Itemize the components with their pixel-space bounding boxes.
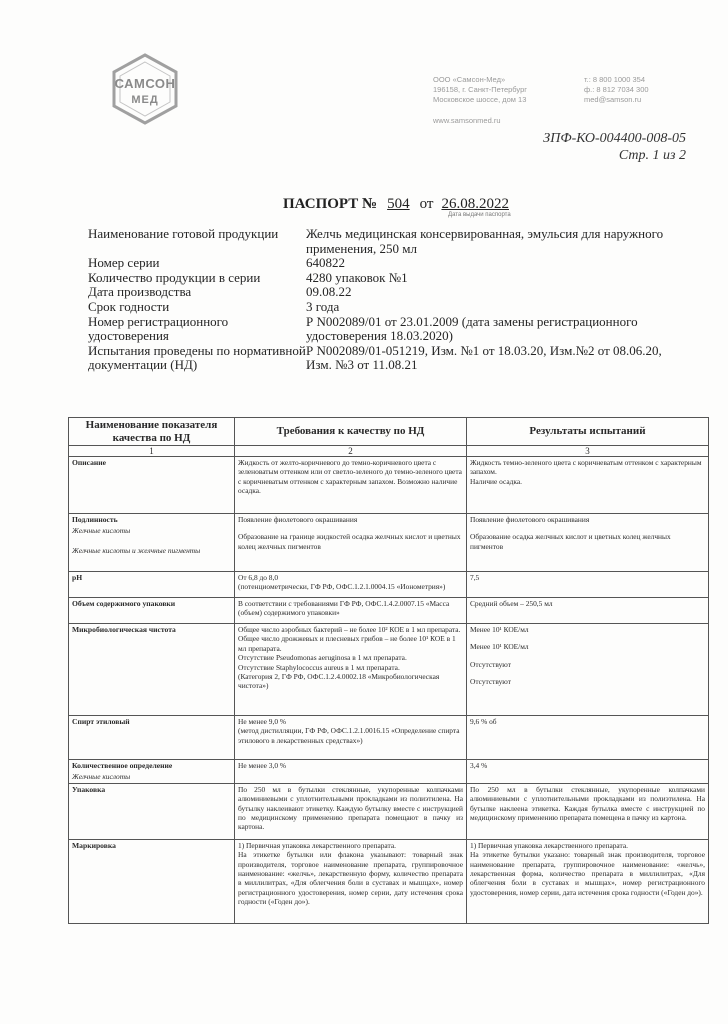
result-cell bbox=[467, 457, 709, 514]
results-table bbox=[68, 417, 709, 924]
info-label: Количество продукции в серии bbox=[88, 269, 261, 285]
requirement-cell bbox=[235, 457, 467, 514]
result-text: На этикетке бутылки указано: товарный знак производителя, торговое наименование препарата, группировочное наименование: «желчь», лекарственная форма, количество препарата в миллилитрах, «Для облегчения боли в суставах и мышцах», номер регистрационного удостоверения, номер серии, дата истечения срока годности («Годен до»). bbox=[470, 850, 705, 897]
info-value: Желчь медицинская консервированная, эмульсия для наружного применения, 250 мл bbox=[306, 226, 664, 256]
column-number: 1 bbox=[69, 446, 235, 457]
issue-date-caption: Дата выдачи паспорта bbox=[448, 212, 511, 218]
info-label: Номер регистрационного удостоверения bbox=[88, 313, 229, 344]
info-label: Срок годности bbox=[88, 298, 170, 314]
table-row bbox=[69, 457, 709, 514]
indicator-subname: Желчные кислоты bbox=[72, 526, 131, 536]
requirement-text: Отсутствие Pseudomonas aeruginosa в 1 мл препарата. bbox=[238, 653, 407, 663]
company-website: www.samsonmed.ru bbox=[433, 116, 501, 125]
requirement-text: От 6,8 до 8,0 bbox=[238, 573, 279, 582]
passport-ot: от bbox=[419, 196, 434, 212]
requirement-cell bbox=[235, 716, 467, 760]
info-label: Испытания проведены по нормативной документации (НД) bbox=[88, 342, 306, 373]
result-cell bbox=[467, 760, 709, 784]
result-cell bbox=[467, 624, 709, 716]
table-row bbox=[69, 572, 709, 598]
passport-date: 26.08.2022 bbox=[441, 196, 509, 212]
column-header: Требования к качеству по НД bbox=[235, 418, 467, 446]
contact-line: med@samson.ru bbox=[584, 95, 642, 104]
indicator-subname: Желчные кислоты и желчные пигменты bbox=[72, 545, 201, 555]
table-row bbox=[69, 783, 709, 839]
result-text: Отсутствуют bbox=[470, 677, 511, 687]
table-row bbox=[69, 716, 709, 760]
column-header: Наименование показателя качества по НД bbox=[69, 418, 235, 446]
contact-line: т.: 8 800 1000 354 bbox=[584, 75, 645, 84]
result-text: 1) Первичная упаковка лекарственного препарата. bbox=[470, 840, 628, 850]
column-number-row bbox=[69, 446, 709, 457]
result-text: 3,4 % bbox=[470, 761, 488, 770]
logo-text-samson: САМСОН bbox=[114, 76, 176, 91]
result-cell bbox=[467, 783, 709, 839]
requirement-text: Отсутствие Staphylococcus aureus в 1 мл препарата. bbox=[238, 662, 400, 672]
requirement-cell bbox=[235, 839, 467, 923]
page-number: Стр. 1 из 2 bbox=[618, 148, 686, 163]
table-header-row bbox=[69, 418, 709, 446]
requirement-cell bbox=[235, 760, 467, 784]
info-value: Р N002089/01 от 23.01.2009 (дата замены регистрационного удостоверения 18.03.2020) bbox=[306, 313, 638, 344]
requirement-text: (Категория 2, ГФ РФ, ОФС.1.2.4.0002.18 «Микробиологическая чистота») bbox=[238, 672, 440, 691]
indicator-cell bbox=[69, 783, 235, 839]
passport-label: ПАСПОРТ № bbox=[283, 196, 378, 212]
requirement-cell bbox=[235, 514, 467, 572]
result-text: Менее 10¹ КОЕ/мл bbox=[470, 642, 529, 652]
product-info bbox=[88, 227, 688, 373]
info-row bbox=[88, 300, 688, 315]
requirement-text: (метод дистилляции, ГФ РФ, ОФС.1.2.1.0016.15 «Определение спирта этилового в лекарственных средствах») bbox=[238, 726, 460, 745]
company-contacts bbox=[584, 75, 649, 105]
indicator-name: Описание bbox=[72, 458, 107, 467]
table-row bbox=[69, 624, 709, 716]
result-cell bbox=[467, 716, 709, 760]
info-value: 4280 упаковок №1 bbox=[306, 269, 408, 285]
indicator-cell bbox=[69, 598, 235, 624]
result-text: Наличие осадка. bbox=[470, 476, 523, 486]
requirement-cell bbox=[235, 598, 467, 624]
info-row bbox=[88, 256, 688, 271]
requirement-text: На этикетке бутылки или флакона указывают: товарный знак производителя, торговое наименование препарата, группировочное наименование: «желчь», лекарственную форму, количество препарата в миллилитрах, «Для облегчения боли в суставах и мышцах», номер регистрационного удостоверения, номер серии, дату истечения срока годности («Годен до»). bbox=[238, 850, 463, 907]
info-label: Дата производства bbox=[88, 284, 192, 300]
result-cell bbox=[467, 514, 709, 572]
info-row bbox=[88, 344, 688, 373]
info-label: Наименование готовой продукции bbox=[88, 226, 279, 241]
requirement-text: Не менее 3,0 % bbox=[238, 761, 287, 770]
info-row bbox=[88, 271, 688, 286]
document-reference bbox=[543, 130, 686, 164]
result-text: Отсутствуют bbox=[470, 659, 511, 669]
column-header: Результаты испытаний bbox=[467, 418, 709, 446]
result-cell bbox=[467, 598, 709, 624]
indicator-cell bbox=[69, 624, 235, 716]
indicator-cell bbox=[69, 514, 235, 572]
requirement-text: Не менее 9,0 % bbox=[238, 717, 287, 726]
requirement-text: Общее число дрожжевых и плесневых грибов – не более 10¹ КОЕ в 1 мл препарата. bbox=[238, 634, 456, 653]
company-address bbox=[433, 75, 527, 105]
indicator-cell bbox=[69, 760, 235, 784]
info-row bbox=[88, 227, 688, 256]
indicator-subname: Желчные кислоты bbox=[72, 772, 131, 782]
contact-line: ф.: 8 812 7034 300 bbox=[584, 85, 649, 94]
indicator-name: Микробиологическая чистота bbox=[72, 625, 176, 634]
indicator-cell bbox=[69, 839, 235, 923]
info-value: 640822 bbox=[306, 255, 345, 271]
requirement-text: Образование на границе жидкостей осадка желчных кислот и цветных колец желчных пигментов bbox=[238, 532, 461, 551]
result-text: Средний объем – 250,5 мл bbox=[470, 599, 553, 608]
table-row bbox=[69, 760, 709, 784]
info-row bbox=[88, 315, 688, 344]
requirement-text: Общее число аэробных бактерий – не более 10² КОЕ в 1 мл препарата. bbox=[238, 625, 461, 634]
column-number: 3 bbox=[467, 446, 709, 457]
indicator-cell bbox=[69, 572, 235, 598]
indicator-name: pH bbox=[72, 573, 83, 582]
requirement-text: По 250 мл в бутылки стеклянные, укупоренные колпачками алюминиевыми с уплотнительными прокладками из полиэтилена. На бутылку наклеивают этикетку. Каждую бутылку вместе с инструкцией по медицинскому применению препарата помещают в пачку из картона. bbox=[238, 784, 463, 832]
info-row bbox=[88, 285, 688, 300]
result-text: 7,5 bbox=[470, 573, 480, 582]
indicator-name: Подлинность bbox=[72, 515, 118, 524]
requirement-text: Жидкость от желто-коричневого до темно-коричневого цвета с зеленоватым оттенком или от светло-зеленого до темно-зеленого цвета с коричневатым оттенком с характерным запахом. Возможно наличие осадка. bbox=[238, 458, 462, 496]
result-text: Менее 10¹ КОЕ/мл bbox=[470, 625, 529, 634]
result-text: Появление фиолетового окрашивания bbox=[470, 515, 590, 524]
table-row bbox=[69, 839, 709, 923]
company-line: ООО «Самсон-Мед» bbox=[433, 75, 506, 84]
info-value: 3 года bbox=[306, 298, 340, 314]
logo-text-med: МЕД bbox=[131, 94, 159, 106]
info-label: Номер серии bbox=[88, 255, 160, 271]
indicator-name: Маркировка bbox=[72, 840, 116, 850]
passport-number: 504 bbox=[387, 196, 410, 212]
result-text: 9,6 % об bbox=[470, 717, 497, 726]
result-cell bbox=[467, 572, 709, 598]
passport-title bbox=[283, 196, 509, 213]
table-row bbox=[69, 514, 709, 572]
indicator-name: Объем содержимого упаковки bbox=[72, 599, 176, 608]
info-value: 09.08.22 bbox=[306, 284, 352, 300]
result-cell bbox=[467, 839, 709, 923]
requirement-text: (потенциометрически, ГФ РФ, ОФС.1.2.1.0004.15 «Ионометрия») bbox=[238, 582, 446, 592]
company-line: Московское шоссе, дом 13 bbox=[433, 95, 527, 104]
indicator-cell bbox=[69, 716, 235, 760]
indicator-name: Упаковка bbox=[72, 784, 106, 794]
indicator-name: Количественное определение bbox=[72, 761, 173, 770]
result-text: Образование осадка желчных кислот и цветных колец желчных пигментов bbox=[470, 532, 671, 551]
requirement-text: 1) Первичная упаковка лекарственного препарата. bbox=[238, 840, 396, 850]
requirement-cell bbox=[235, 572, 467, 598]
result-text: По 250 мл в бутылки стеклянные, укупоренные колпачками алюминиевыми с уплотнительными прокладками из полиэтилена. На бутылке наклеена этикетка. Каждая бутылка вместе с инструкцией по медицинскому применению препарата помещена в пачку из картона. bbox=[470, 784, 705, 823]
indicator-name: Спирт этиловый bbox=[72, 717, 130, 726]
company-line: 196158, г. Санкт-Петербург bbox=[433, 85, 528, 94]
requirement-text: В соответствии с требованиями ГФ РФ, ОФС.1.4.2.0007.15 «Масса (объем) содержимого упаковки» bbox=[238, 599, 450, 618]
table-row bbox=[69, 598, 709, 624]
result-text: Жидкость темно-зеленого цвета с коричневатым оттенком с характерным запахом. bbox=[470, 458, 702, 477]
info-value: Р N002089/01-051219, Изм. №1 от 18.03.20, Изм.№2 от 08.06.20, Изм. №3 от 11.08.21 bbox=[306, 342, 662, 373]
requirement-cell bbox=[235, 783, 467, 839]
column-number: 2 bbox=[235, 446, 467, 457]
document-code: ЗПФ-КО-004400-008-05 bbox=[543, 131, 686, 146]
indicator-cell bbox=[69, 457, 235, 514]
requirement-cell bbox=[235, 624, 467, 716]
requirement-text: Появление фиолетового окрашивания bbox=[238, 515, 358, 524]
